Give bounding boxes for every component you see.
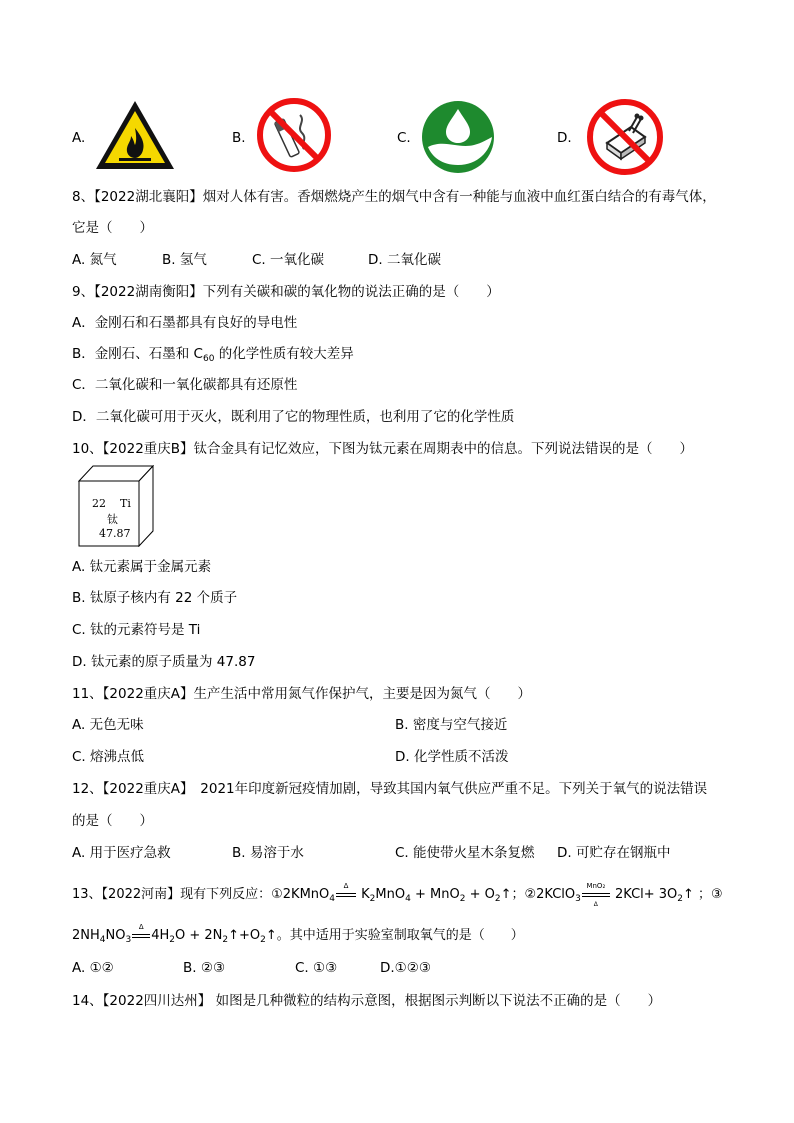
q8-stem-line2: 它是（ ）	[72, 220, 153, 236]
q10-option-a: A. 钛元素属于金属元素	[72, 559, 212, 575]
q12-stem-line2: 的是（ ）	[72, 813, 153, 829]
q12-option-a: A. 用于医疗急救	[72, 845, 171, 861]
q8-stem-line1: 8、【2022湖北襄阳】烟对人体有害。香烟燃烧产生的烟气中含有一种能与血液中血红蛋白结合的有毒气体，	[72, 189, 716, 205]
q14-stem: 14、【2022四川达州】 如图是几种微粒的结构示意图，根据图示判断以下说法不正确的是（ ）	[72, 993, 662, 1009]
q7-label-d: D.	[557, 130, 572, 146]
q8-option-c: C. 一氧化碳	[252, 252, 325, 268]
water-saving-icon	[420, 99, 496, 175]
flammable-warning-icon	[93, 98, 177, 172]
q8-option-a: A. 氮气	[72, 252, 117, 268]
q12-option-d: D. 可贮存在钢瓶中	[557, 845, 671, 861]
q11-option-d: D. 化学性质不活泼	[395, 749, 509, 765]
q9-option-c: C．二氧化碳和一氧化碳都具有还原性	[72, 377, 298, 393]
q10-option-c: C. 钛的元素符号是 Ti	[72, 622, 201, 638]
q13-option-d: D.①②③	[380, 960, 431, 976]
q7-label-a: A.	[72, 130, 86, 146]
q10-stem: 10、【2022重庆B】钛合金具有记忆效应，下图为钛元素在周期表中的信息。下列说法错误的是（ ）	[72, 441, 694, 457]
q7-label-c: C.	[397, 130, 411, 146]
q12-option-b: B. 易溶于水	[232, 845, 304, 861]
q9-stem: 9、【2022湖南衡阳】下列有关碳和碳的氧化物的说法正确的是（ ）	[72, 284, 500, 300]
q13-option-b: B. ②③	[183, 960, 226, 976]
q13-option-c: C. ①③	[295, 960, 338, 976]
q7-label-b: B.	[232, 130, 246, 146]
q13-option-a: A. ①②	[72, 960, 114, 976]
element-symbol: Ti	[120, 497, 131, 510]
q8-option-d: D. 二氧化碳	[368, 252, 441, 268]
q11-option-a: A. 无色无味	[72, 717, 144, 733]
no-smoking-icon	[256, 97, 332, 173]
q10-option-b: B. 钛原子核内有 22 个质子	[72, 590, 238, 606]
no-open-flame-matches-icon	[585, 97, 665, 177]
q13-stem-line1: 13、【2022河南】现有下列反应：①2KMnO$_4$ Δ $K_2MnO_4 + MnO_2$ + $O_2↑$；②2KClO$_3$ MnO₂ Δ $2KCl+ 3O_2↑$ ；③	[72, 882, 723, 908]
q11-stem: 11、【2022重庆A】生产生活中常用氮气作保护气，主要是因为氮气（ ）	[72, 686, 532, 702]
q13-stem-line2: $2NH_4NO_3$ Δ $4H_2O$ + $2N_2↑+O_2↑$。其中适用于实验室制取氧气的是（ ）	[72, 923, 524, 945]
element-name: 钛	[107, 513, 118, 526]
q9-option-a: A．金刚石和石墨都具有良好的导电性	[72, 315, 298, 331]
q8-option-b: B. 氢气	[162, 252, 207, 268]
element-atomic-mass: 47.87	[99, 527, 131, 540]
q11-option-b: B. 密度与空气接近	[395, 717, 508, 733]
q12-stem-line1: 12、【2022重庆A】 2021年印度新冠疫情加剧，导致其国内氧气供应严重不足。下列关于氧气的说法错误	[72, 781, 708, 797]
q11-option-c: C. 熔沸点低	[72, 749, 145, 765]
q12-option-c: C. 能使带火星木条复燃	[395, 845, 535, 861]
q9-option-d: D．二氧化碳可用于灭火，既利用了它的物理性质，也利用了它的化学性质	[72, 409, 515, 425]
element-atomic-number: 22	[92, 497, 106, 510]
q9-option-b: B．金刚石、石墨和 $C_{60}$ 的化学性质有较大差异	[72, 346, 354, 364]
q10-option-d: D. 钛元素的原子质量为 47.87	[72, 654, 256, 670]
